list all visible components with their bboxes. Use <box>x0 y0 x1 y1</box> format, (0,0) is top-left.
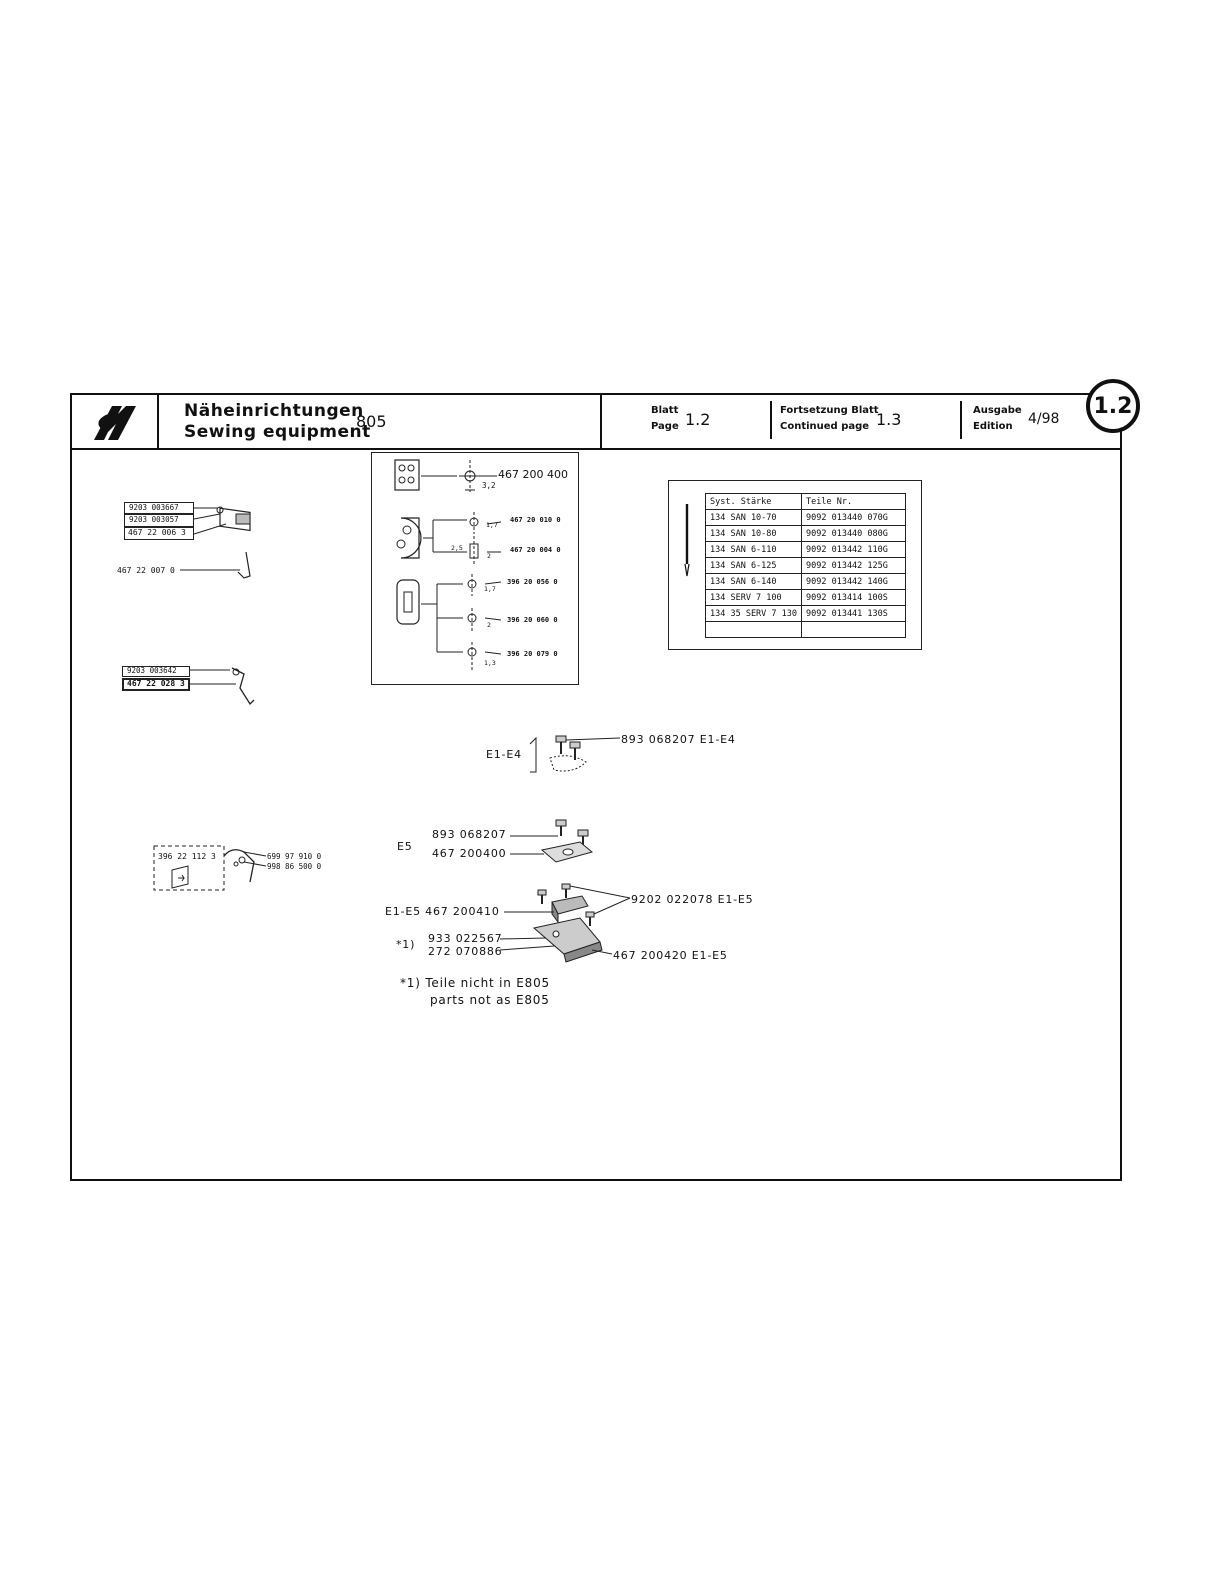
needle-table <box>705 493 906 638</box>
table-cell: 9092 013440 070G <box>802 510 906 526</box>
table-cell: 134 SERV 7 100 <box>706 590 802 606</box>
edition-label-en: Edition <box>973 421 1013 432</box>
part-number: 893 068207 E1-E4 <box>621 733 736 746</box>
table-row <box>706 510 906 526</box>
part-number: 396 20 056 0 <box>507 578 558 586</box>
group-label: E5 <box>397 840 413 853</box>
header-divider <box>600 393 602 448</box>
continued-label-de: Fortsetzung Blatt <box>780 405 879 416</box>
table-row <box>706 606 906 622</box>
table-cell: 134 SAN 10-70 <box>706 510 802 526</box>
dimension-label: 2 <box>487 552 491 560</box>
part-number: 467 22 028 3 <box>127 679 185 688</box>
foot-part-icon <box>188 660 268 710</box>
table-cell: 9092 013414 100S <box>802 590 906 606</box>
page-label-de: Blatt <box>651 405 679 416</box>
part-number: 9202 022078 E1-E5 <box>631 893 754 906</box>
dimension-label: 1,7 <box>486 521 498 529</box>
part-number: 396 20 079 0 <box>507 650 558 658</box>
table-cell: 134 35 SERV 7 130 <box>706 606 802 622</box>
company-logo-icon <box>88 400 144 444</box>
thread-guide-icon <box>214 842 274 886</box>
header-divider <box>157 393 159 448</box>
table-row <box>706 574 906 590</box>
part-number: 467 20 004 0 <box>510 546 561 554</box>
needle-icon <box>680 502 694 578</box>
part-number: 933 022567 <box>428 932 503 945</box>
table-cell: 9092 013442 140G <box>802 574 906 590</box>
part-label-box <box>124 527 194 540</box>
edition-label-de: Ausgabe <box>973 405 1022 416</box>
part-number: 396 22 112 3 <box>158 852 216 861</box>
leader-line <box>180 562 250 582</box>
page-badge-label: 1.2 <box>1093 393 1133 419</box>
edition-value: 4/98 <box>1028 411 1060 427</box>
table-cell: 9092 013442 125G <box>802 558 906 574</box>
table-row <box>706 622 906 638</box>
table-cell: 134 SAN 6-140 <box>706 574 802 590</box>
table-cell: 134 SAN 10-80 <box>706 526 802 542</box>
part-number: 9203 003642 <box>127 666 177 675</box>
table-row <box>706 542 906 558</box>
table-header: Syst. Stärke <box>706 494 802 510</box>
table-cell: 134 SAN 6-125 <box>706 558 802 574</box>
table-cell: 134 SAN 6-110 <box>706 542 802 558</box>
dimension-label: 2 <box>487 621 491 629</box>
part-number: 396 20 060 0 <box>507 616 558 624</box>
group-label: E1-E4 <box>486 748 522 761</box>
table-cell: 9092 013441 130S <box>802 606 906 622</box>
page-value: 1.2 <box>685 410 711 429</box>
dimension-label: 1,7 <box>484 585 496 593</box>
part-number: 467 22 006 3 <box>128 528 186 537</box>
table-cell: 9092 013442 110G <box>802 542 906 558</box>
part-label-box <box>122 678 190 691</box>
part-label-box <box>124 514 194 527</box>
table-header: Teile Nr. <box>802 494 906 510</box>
header-divider <box>960 401 962 439</box>
footnote-german: *1) Teile nicht in E805 <box>400 976 550 990</box>
table-row <box>706 558 906 574</box>
group-label: *1) <box>396 938 416 951</box>
part-label-box <box>122 666 190 677</box>
page-label-en: Page <box>651 421 679 432</box>
footnote-english: parts not as E805 <box>430 993 550 1007</box>
part-number: 9203 003057 <box>129 515 179 524</box>
page-badge <box>1086 379 1140 433</box>
part-number: 893 068207 <box>432 828 507 841</box>
table-row <box>706 526 906 542</box>
title-german: Näheinrichtungen <box>184 401 364 421</box>
part-number: 272 070886 <box>428 945 503 958</box>
dimension-label: 1,3 <box>484 659 496 667</box>
part-number: 467 20 010 0 <box>510 516 561 524</box>
part-label-box <box>124 502 194 514</box>
part-number: E1-E5 467 200410 <box>385 905 500 918</box>
model-number: 805 <box>356 412 387 431</box>
part-number: 467 200 400 <box>498 468 568 481</box>
table-row <box>706 590 906 606</box>
part-number: 467 200420 E1-E5 <box>613 949 728 962</box>
table-cell: 9092 013440 080G <box>802 526 906 542</box>
dimension-label: 3,2 <box>482 481 496 490</box>
title-english: Sewing equipment <box>184 422 371 442</box>
table-cell <box>706 622 802 638</box>
table-cell <box>802 622 906 638</box>
part-number: 9203 003667 <box>129 503 179 512</box>
dimension-label: 2,5 <box>451 544 463 552</box>
needle-table-wrapper <box>705 493 906 638</box>
part-number: 467 200400 <box>432 847 507 860</box>
header-divider <box>770 401 772 439</box>
continued-value: 1.3 <box>876 410 902 429</box>
continued-label-en: Continued page <box>780 421 870 432</box>
part-number: 467 22 007 0 <box>117 566 175 575</box>
part-number: 998 86 500 0 <box>267 862 322 871</box>
table-header-row <box>706 494 906 510</box>
part-number: 699 97 910 0 <box>267 852 322 861</box>
